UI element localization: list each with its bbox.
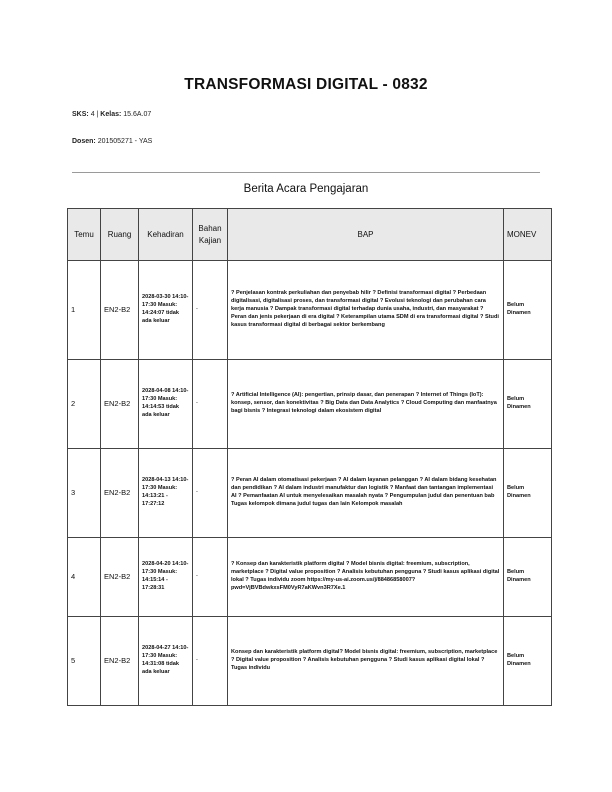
cell-bap: ? Konsep dan karakteristik platform digital ? Model bisnis digital: freemium, subscription, marketplace ? Digital value proposition ? Analisis kebutuhan pengguna ? Studi kasus aplikasi digital lokal ? Tugas individu zoom https://my-us-ai.zoom.us/j/88486858007?pwd=VjBVBdwkxsFM0VyR7aKWvn3R7Xe.1: [228, 538, 504, 617]
cell-monev: Belum Dinamen: [504, 360, 552, 449]
cell-temu: 2: [68, 360, 101, 449]
header-monev: MONEV: [504, 209, 552, 261]
cell-kehadiran: 2028-04-27 14:10-17:30 Masuk: 14:31:08 tidak ada keluar: [139, 617, 193, 706]
kelas-value: 15.6A.07: [123, 111, 152, 118]
sks-value: 4 |: [90, 111, 101, 118]
header-bahan-kajian: Bahan Kajian: [193, 209, 228, 261]
table-header-row: [68, 209, 552, 261]
cell-ruang: EN2-B2: [101, 360, 139, 449]
cell-temu: 1: [68, 261, 101, 360]
cell-bap: ? Peran AI dalam otomatisasi pekerjaan ? AI dalam layanan pelanggan ? AI dalam bidang kesehatan dan pendidikan ? AI dalam industri manufaktur dan logistik ? Manfaat dan tantangan implementasi AI ? Pemanfaatan AI untuk menyelesaikan masalah nyata ? Pengumpulan judul dan penentuan bab Tugas kelompok dimana judul tugas dan lain Kelompok masalah: [228, 449, 504, 538]
cell-kehadiran: 2028-04-20 14:10-17:30 Masuk: 14:15:14 - 17:28:31: [139, 538, 193, 617]
lecturer-info: [72, 138, 152, 145]
course-info: [72, 111, 151, 118]
header-bap: BAP: [228, 209, 504, 261]
cell-monev: Belum Dinamen: [504, 261, 552, 360]
section-title: Berita Acara Pengajaran: [243, 183, 369, 195]
cell-kehadiran: 2028-04-08 14:10-17:30 Masuk: 14:14:53 tidak ada keluar: [139, 360, 193, 449]
dosen-label: Dosen:: [72, 138, 96, 145]
cell-bahan: -: [193, 261, 228, 360]
cell-ruang: EN2-B2: [101, 538, 139, 617]
cell-temu: 3: [68, 449, 101, 538]
cell-monev: Belum Dinamen: [504, 617, 552, 706]
table-row: [68, 261, 552, 360]
table-row: [68, 617, 552, 706]
cell-temu: 5: [68, 617, 101, 706]
teaching-record-table: [67, 208, 552, 706]
table-row: [68, 449, 552, 538]
table-row: [68, 360, 552, 449]
header-temu: Temu: [68, 209, 101, 261]
divider: [72, 172, 540, 173]
cell-ruang: EN2-B2: [101, 261, 139, 360]
cell-bahan: -: [193, 360, 228, 449]
cell-ruang: EN2-B2: [101, 617, 139, 706]
cell-kehadiran: 2028-04-13 14:10-17:30 Masuk: 14:13:21 - 17:27:12: [139, 449, 193, 538]
cell-bahan: -: [193, 449, 228, 538]
header-kehadiran: Kehadiran: [139, 209, 193, 261]
cell-monev: Belum Dinamen: [504, 449, 552, 538]
dosen-value: 201505271 - YAS: [97, 138, 153, 145]
cell-temu: 4: [68, 538, 101, 617]
header-ruang: Ruang: [101, 209, 139, 261]
cell-bap: ? Artificial Intelligence (AI): pengertian, prinsip dasar, dan penerapan ? Internet of Things (IoT): konsep, sensor, dan konektivitas ? Big Data dan Data Analytics ? Cloud Computing dan manfaatnya bagi bisnis ? Integrasi teknologi dalam ekosistem digital: [228, 360, 504, 449]
cell-ruang: EN2-B2: [101, 449, 139, 538]
cell-bahan: -: [193, 538, 228, 617]
kelas-label: Kelas:: [100, 111, 122, 118]
cell-kehadiran: 2028-03-30 14:10-17:30 Masuk: 14:24:07 tidak ada keluar: [139, 261, 193, 360]
document-title: TRANSFORMASI DIGITAL - 0832: [184, 76, 428, 93]
cell-bap: Konsep dan karakteristik platform digital? Model bisnis digital: freemium, subscription, marketplace ? Digital value proposition ? Analisis kebutuhan pengguna ? Studi kasus aplikasi digital lokal ? Tugas individu: [228, 617, 504, 706]
cell-bahan: -: [193, 617, 228, 706]
cell-monev: Belum Dinamen: [504, 538, 552, 617]
sks-label: SKS:: [72, 111, 89, 118]
cell-bap: ? Penjelasan kontrak perkuliahan dan penyebab hilir ? Definisi transformasi digital ? Perbedaan digitalisasi, digitalisasi proses, dan transformasi digital ? Evolusi teknologi dan perubahan cara kerja manusia ? Dampak transformasi digital terhadap dunia usaha, industri, dan masyarakat ? Peran dan jenis pekerjaan di era digital ? Keterampilan utama SDM di era transformasi digital ? Studi kasus transformasi digital di berbagai sektor berkembang: [228, 261, 504, 360]
table-row: [68, 538, 552, 617]
